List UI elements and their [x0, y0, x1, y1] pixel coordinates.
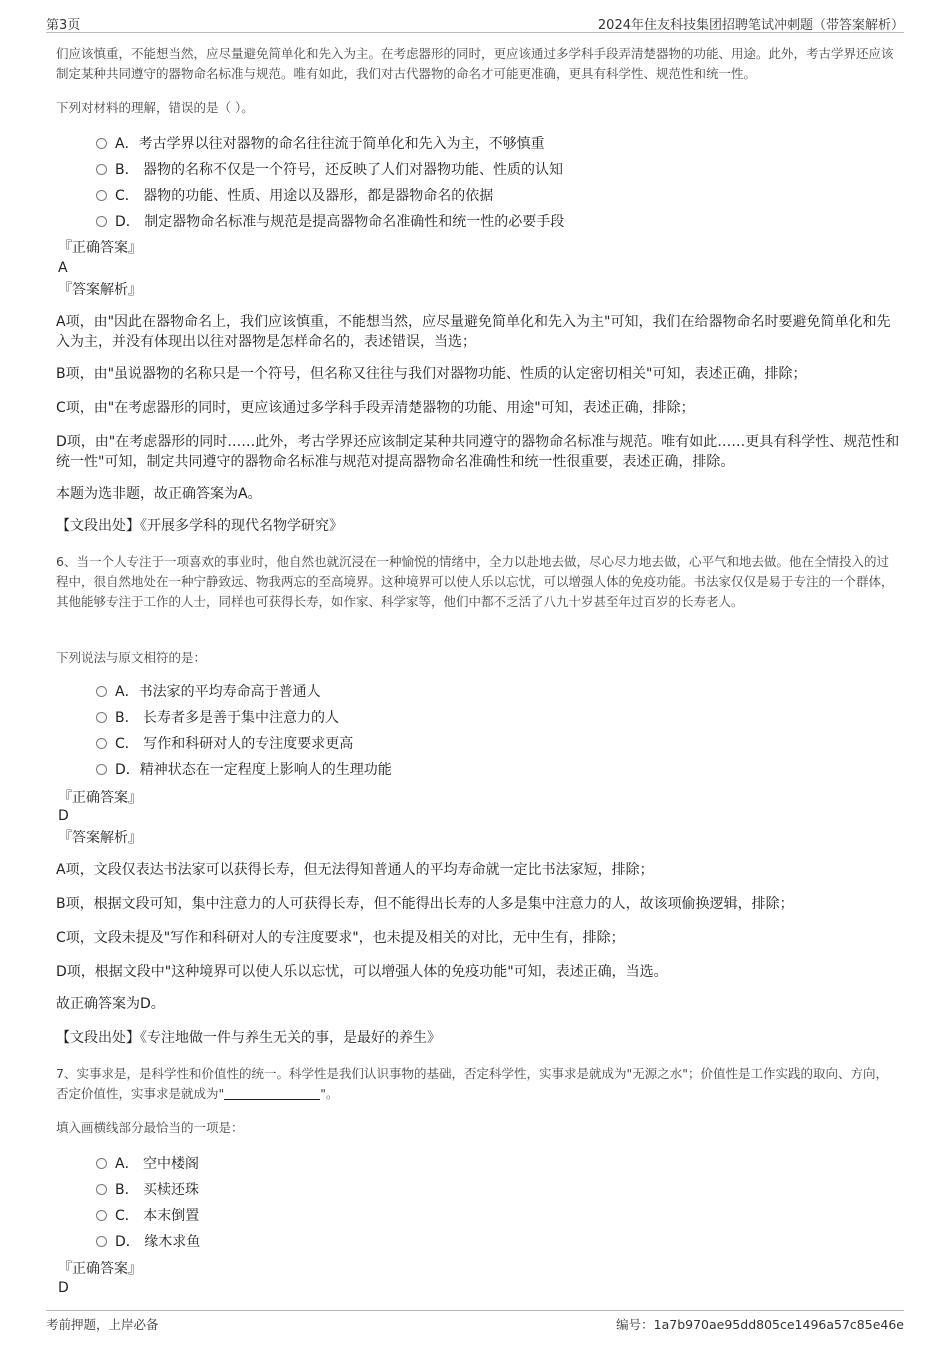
q6-source: 【文段出处】《专注地做一件与养生无关的事，是最好的养生》 [56, 1030, 441, 1046]
q7-answer-label: 『正确答案』 [58, 1261, 142, 1277]
q6-answer: D [58, 808, 69, 824]
q5-option-d[interactable]: D． 制定器物命名标准与规范是提高器物命名准确性和统一性的必要手段 [96, 212, 564, 232]
q6-answer-label: 『正确答案』 [58, 790, 142, 806]
q6-option-c[interactable]: C． 写作和科研对人的专注度要求更高 [96, 734, 353, 754]
q6-analysis-c: C项，文段未提及"写作和科研对人的专注度要求"，也未提及相关的对比，无中生有，排除； [56, 930, 625, 946]
fill-blank [224, 1087, 320, 1100]
document-id: 编号：1a7b970ae95dd805ce1496a57c85e46e [616, 1317, 904, 1332]
radio-icon[interactable] [96, 1236, 107, 1247]
q5-option-a[interactable]: A．考古学界以往对器物的命名往往流于简单化和先入为主，不够慎重 [96, 134, 545, 154]
q5-source: 【文段出处】《开展多学科的现代名物学研究》 [56, 518, 343, 534]
q7-answer: D [58, 1280, 69, 1296]
radio-icon[interactable] [96, 1184, 107, 1195]
q6-prompt: 下列说法与原文相符的是： [56, 650, 207, 665]
q5-analysis-c: C项，由"在考虑器形的同时，更应该通过多学科手段弄清楚器物的功能、用途"可知，表述正确，排除； [56, 400, 695, 416]
q6-analysis-b: B项，根据文段可知，集中注意力的人可获得长寿，但不能得出长寿的人多是集中注意力的人，故该项偷换逻辑，排除； [56, 896, 794, 912]
q6-option-d[interactable]: D．精神状态在一定程度上影响人的生理功能 [96, 760, 392, 780]
q6-analysis-d: D项，根据文段中"这种境界可以使人乐以忘忧，可以增强人体的免疫功能"可知，表述正确，当选。 [56, 964, 668, 980]
q6-conclusion: 故正确答案为D。 [56, 996, 165, 1012]
radio-icon[interactable] [96, 686, 107, 697]
q6-passage: 6、当一个人专注于一项喜欢的事业时，他自然也就沉浸在一种愉悦的情绪中，全力以赴地去做，尽心尽力地去做，心平气和地去做。他在全情投入的过程中，很自然地处在一种宁静致远、物我两忘的至高境界。这种境界可以使人乐以忘忧，可以增强人体的免疫功能。书法家仅仅是易于专注的一个群体，其他能够专注于工作的人士，同样也可获得长寿，如作家、科学家等，他们中都不乏活了八九十岁甚至年过百岁的长寿老人。 [56, 554, 894, 609]
q6-analysis-a: A项，文段仅表达书法家可以获得长寿，但无法得知普通人的平均寿命就一定比书法家短，排除； [56, 862, 654, 878]
footer-slogan: 考前押题，上岸必备 [46, 1317, 159, 1332]
page-footer [46, 1310, 904, 1335]
radio-icon[interactable] [96, 1210, 107, 1221]
radio-icon[interactable] [96, 164, 107, 175]
q5-analysis-d: D项，由"在考虑器形的同时……此外，考古学界还应该制定某种共同遵守的器物命名标准与规范。唯有如此……更具有科学性、规范性和统一性"可知，制定共同遵守的器物命名标准与规范对提高器物命名准确性和统一性很重要，表述正确，排除。 [56, 434, 900, 470]
q5-option-b[interactable]: B． 器物的名称不仅是一个符号，还反映了人们对器物功能、性质的认知 [96, 160, 563, 180]
q5-option-c[interactable]: C． 器物的功能、性质、用途以及器形，都是器物命名的依据 [96, 186, 493, 206]
document-title: 2024年住友科技集团招聘笔试冲刺题（带答案解析） [597, 18, 904, 33]
q7-option-a[interactable]: A． 空中楼阁 [96, 1154, 199, 1174]
q7-passage: 7、实事求是，是科学性和价值性的统一。科学性是我们认识事物的基础，否定科学性，实事求是就成为"无源之水"；价值性是工作实践的取向、方向，否定价值性，实事求是就成为" "。 [56, 1066, 888, 1101]
radio-icon[interactable] [96, 190, 107, 201]
q5-passage: 们应该慎重，不能想当然，应尽量避免简单化和先入为主。在考虑器形的同时，更应该通过多学科手段弄清楚器物的功能、用途。此外，考古学界还应该制定某种共同遵守的器物命名标准与规范。唯有如此，我们对古代器物的命名才可能更准确，更具有科学性、规范性和统一性。 [56, 46, 894, 81]
radio-icon[interactable] [96, 138, 107, 149]
radio-icon[interactable] [96, 738, 107, 749]
radio-icon[interactable] [96, 712, 107, 723]
q6-option-b[interactable]: B． 长寿者多是善于集中注意力的人 [96, 708, 339, 728]
radio-icon[interactable] [96, 764, 107, 775]
q6-analysis-label: 『答案解析』 [58, 830, 142, 846]
q7-option-b[interactable]: B． 买椟还珠 [96, 1180, 199, 1200]
q5-analysis-b: B项，由"虽说器物的名称只是一个符号，但名称又往往与我们对器物功能、性质的认定密切相关"可知，表述正确，排除； [56, 366, 807, 382]
q5-conclusion: 本题为选非题，故正确答案为A。 [56, 486, 262, 502]
q7-option-c[interactable]: C． 本末倒置 [96, 1206, 199, 1226]
radio-icon[interactable] [96, 1158, 107, 1169]
q7-option-d[interactable]: D． 缘木求鱼 [96, 1232, 200, 1252]
page-number: 第3页 [46, 18, 81, 33]
page-header [46, 10, 904, 33]
q5-answer-label: 『正确答案』 [58, 240, 142, 256]
q5-analysis-label: 『答案解析』 [58, 282, 142, 298]
radio-icon[interactable] [96, 216, 107, 227]
q7-prompt: 填入画横线部分最恰当的一项是： [56, 1120, 244, 1135]
q5-answer: A [58, 260, 68, 276]
q5-prompt: 下列对材料的理解，错误的是（ ）。 [56, 100, 254, 115]
q6-option-a[interactable]: A．书法家的平均寿命高于普通人 [96, 682, 321, 702]
q5-analysis-a: A项，由"因此在器物命名上，我们应该慎重，不能想当然，应尽量避免简单化和先入为主"可知，我们在给器物命名时要避免简单化和先入为主，并没有体现出以往对器物是怎样命名的，表述错误，当选； [56, 314, 891, 350]
